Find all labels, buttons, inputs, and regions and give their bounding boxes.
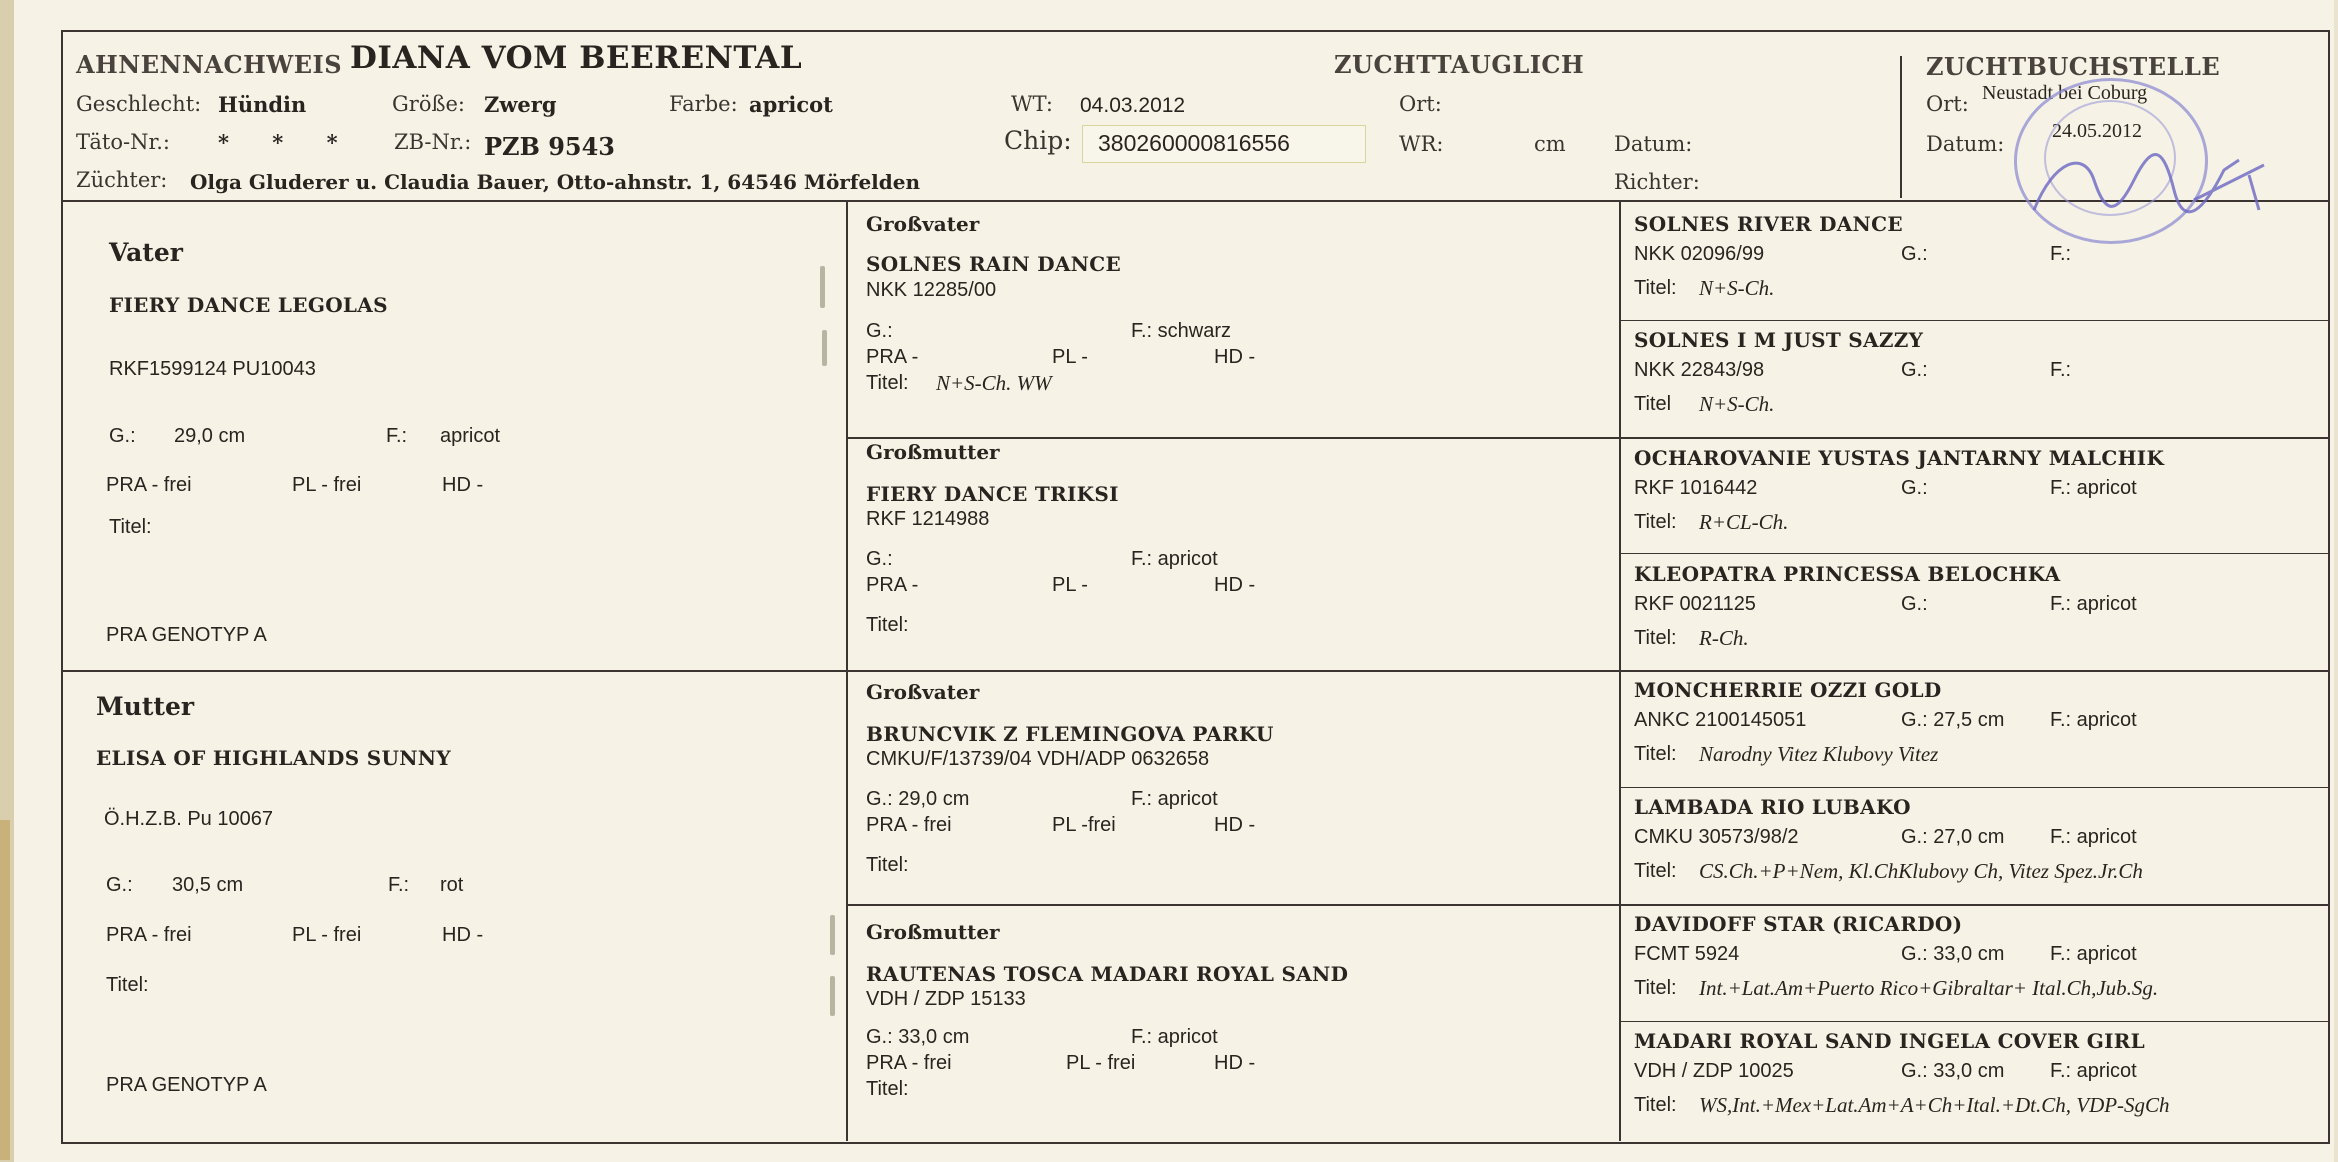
mutter-hd: HD -	[442, 924, 484, 946]
gp-name: SOLNES RAIN DANCE	[866, 252, 1122, 276]
dog-name: DIANA VOM BEERENTAL	[350, 40, 803, 76]
vater-g-value: 29,0 cm	[174, 425, 246, 447]
zuechter-label: Züchter:	[76, 168, 168, 192]
vater-reg: RKF1599124 PU10043	[109, 358, 316, 380]
ggp-titel: CS.Ch.+P+Nem, Kl.ChKlubovy Ch, Vitez Spez.Jr.Ch	[1699, 859, 2143, 883]
ggp-g: G.:	[1901, 359, 1928, 381]
header-rule	[61, 200, 2328, 202]
fold-mark	[830, 976, 835, 1016]
ggp-titel: Narodny Vitez Klubovy Vitez	[1699, 742, 1939, 766]
ggp-divider-3	[1619, 553, 2328, 554]
ggp-name: OCHAROVANIE YUSTAS JANTARNY MALCHIK	[1634, 446, 2165, 470]
fold-mark	[822, 330, 827, 366]
gp-hd: HD -	[1214, 1052, 1256, 1074]
vater-pl: PL - frei	[292, 474, 362, 496]
ggp-divider-5	[1619, 787, 2328, 788]
gp-reg: CMKU/F/13739/04 VDH/ADP 0632658	[866, 748, 1210, 770]
ggp-divider-6	[1619, 904, 2328, 906]
ggp-titel-label: Titel:	[1634, 511, 1677, 533]
ggp-g: G.: 33,0 cm	[1901, 1060, 2005, 1082]
ggp-divider-7	[1619, 1021, 2328, 1022]
ggp-g: G.: 27,0 cm	[1901, 826, 2005, 848]
ggp-titel: Int.+Lat.Am+Puerto Rico+Gibraltar+ Ital.Ch,Jub.Sg.	[1699, 976, 2159, 1000]
chip-value: 380260000816556	[1098, 130, 1290, 156]
gp-g: G.: 29,0 cm	[866, 788, 970, 810]
vater-label: Vater	[109, 238, 183, 267]
vater-titel: Titel:	[109, 516, 152, 538]
ggp-f: F.: apricot	[2050, 593, 2137, 615]
ggp-titel-label: Titel:	[1634, 860, 1677, 882]
zbst-ort-label: Ort:	[1926, 92, 1969, 116]
ggp-name: KLEOPATRA PRINCESSA BELOCHKA	[1634, 562, 2061, 586]
gp-f: F.: apricot	[1131, 1026, 1218, 1048]
ggp-f: F.: apricot	[2050, 477, 2137, 499]
parents-divider	[61, 670, 848, 672]
gp-pra: PRA -	[866, 574, 919, 596]
zb-label: ZB-Nr.:	[394, 130, 472, 154]
vater-name: FIERY DANCE LEGOLAS	[109, 293, 388, 317]
gp-name: BRUNCVIK Z FLEMINGOVA PARKU	[866, 722, 1274, 746]
gp-role: Großmutter	[866, 920, 1000, 944]
gp-hd: HD -	[1214, 814, 1256, 836]
ggp-titel-label: Titel:	[1634, 277, 1677, 299]
zuchttauglich-label: ZUCHTTAUGLICH	[1334, 50, 1585, 79]
ggp-name: MONCHERRIE OZZI GOLD	[1634, 678, 1942, 702]
signature	[2024, 140, 2294, 230]
gp-hd: HD -	[1214, 574, 1256, 596]
gp-pra: PRA -	[866, 346, 919, 368]
gp-f: F.: apricot	[1131, 548, 1218, 570]
gp-role: Großvater	[866, 212, 980, 236]
mutter-f-value: rot	[440, 874, 464, 896]
gp-divider-2	[846, 670, 1621, 672]
gp-pl: PL - frei	[1066, 1052, 1136, 1074]
mutter-g-label: G.:	[106, 874, 133, 896]
gp-pra: PRA - frei	[866, 1052, 952, 1074]
ggp-g: G.: 33,0 cm	[1901, 943, 2005, 965]
wt-label: WT:	[1011, 92, 1053, 116]
geschlecht-value: Hündin	[218, 92, 307, 117]
gp-titel: N+S-Ch. WW	[936, 371, 1052, 395]
ort-label: Ort:	[1399, 92, 1442, 116]
vater-f-value: apricot	[440, 425, 501, 447]
gp-divider-3	[846, 904, 1621, 906]
cm-label: cm	[1534, 132, 1566, 156]
ggp-titel-label: Titel:	[1634, 627, 1677, 649]
ggp-name: SOLNES RIVER DANCE	[1634, 212, 1903, 236]
gp-titel-label: Titel:	[866, 854, 909, 876]
zuchtbuchstelle-label: ZUCHTBUCHSTELLE	[1926, 52, 2221, 81]
gp-reg: VDH / ZDP 15133	[866, 988, 1026, 1010]
richter-label: Richter:	[1614, 170, 1700, 194]
datum-label: Datum:	[1614, 132, 1693, 156]
mutter-name: ELISA OF HIGHLANDS SUNNY	[96, 746, 451, 770]
ggp-name: DAVIDOFF STAR (RICARDO)	[1634, 912, 1963, 936]
gp-titel-label: Titel:	[866, 1078, 909, 1100]
zuechter-value: Olga Gluderer u. Claudia Bauer, Otto-ahnstr. 1, 64546 Mörfelden	[190, 170, 921, 194]
ggp-reg: CMKU 30573/98/2	[1634, 826, 1799, 848]
ggp-reg: RKF 0021125	[1634, 593, 1756, 615]
gp-titel-label: Titel:	[866, 614, 909, 636]
zbst-ort-value: Neustadt bei Coburg	[1982, 82, 2148, 104]
zbst-datum-label: Datum:	[1926, 132, 2005, 156]
gp-pl: PL -	[1052, 346, 1088, 368]
wr-label: WR:	[1399, 132, 1444, 156]
fold-mark	[830, 915, 835, 955]
ggp-divider-1	[1619, 320, 2328, 321]
mutter-reg: Ö.H.Z.B. Pu 10067	[104, 808, 273, 830]
mutter-g-value: 30,5 cm	[172, 874, 244, 896]
mutter-pra: PRA - frei	[106, 924, 192, 946]
ggp-reg: NKK 02096/99	[1634, 243, 1765, 265]
header-divider	[1900, 56, 1902, 198]
ggp-titel-label: Titel:	[1634, 977, 1677, 999]
groesse-label: Größe:	[392, 92, 465, 116]
doc-label: AHNENNACHWEIS	[76, 50, 343, 79]
vater-hd: HD -	[442, 474, 484, 496]
zbst-datum-value: 24.05.2012	[2052, 120, 2142, 142]
gp-name: RAUTENAS TOSCA MADARI ROYAL SAND	[866, 962, 1349, 986]
ggp-g: G.: 27,5 cm	[1901, 709, 2005, 731]
ggp-titel: N+S-Ch.	[1699, 392, 1775, 416]
mutter-note: PRA GENOTYP A	[106, 1074, 267, 1096]
gp-g: G.:	[866, 320, 893, 342]
ggp-g: G.:	[1901, 477, 1928, 499]
gp-titel-label: Titel:	[866, 372, 909, 394]
ggp-reg: VDH / ZDP 10025	[1634, 1060, 1794, 1082]
ggp-f: F.: apricot	[2050, 709, 2137, 731]
vater-pra: PRA - frei	[106, 474, 192, 496]
ggp-name: MADARI ROYAL SAND INGELA COVER GIRL	[1634, 1029, 2146, 1053]
farbe-label: Farbe:	[669, 92, 738, 116]
mutter-titel: Titel:	[106, 974, 149, 996]
pedigree-document	[14, 0, 2334, 1162]
ggp-g: G.:	[1901, 593, 1928, 615]
groesse-value: Zwerg	[484, 92, 557, 117]
ggp-titel-label: Titel:	[1634, 743, 1677, 765]
ggp-reg: FCMT 5924	[1634, 943, 1740, 965]
ggp-f: F.: apricot	[2050, 826, 2137, 848]
ggp-f: F.: apricot	[2050, 1060, 2137, 1082]
ggp-f: F.:	[2050, 359, 2072, 381]
ggp-divider-4	[1619, 670, 2328, 672]
mutter-f-label: F.:	[388, 874, 410, 896]
ggp-titel: R-Ch.	[1699, 626, 1749, 650]
chip-label: Chip:	[1004, 126, 1072, 155]
ggp-titel: N+S-Ch.	[1699, 276, 1775, 300]
gp-pl: PL -	[1052, 574, 1088, 596]
ggp-titel-label: Titel:	[1634, 1094, 1677, 1116]
gp-reg: NKK 12285/00	[866, 279, 997, 301]
mutter-label: Mutter	[96, 692, 195, 721]
vater-g-label: G.:	[109, 425, 136, 447]
taeto-value: * * *	[218, 130, 356, 155]
gp-pl: PL -frei	[1052, 814, 1116, 836]
ggp-f: F.:	[2050, 243, 2072, 265]
ggp-reg: RKF 1016442	[1634, 477, 1758, 499]
gp-name: FIERY DANCE TRIKSI	[866, 482, 1119, 506]
ggp-reg: NKK 22843/98	[1634, 359, 1765, 381]
gp-g: G.: 33,0 cm	[866, 1026, 970, 1048]
vater-note: PRA GENOTYP A	[106, 624, 267, 646]
ggp-reg: ANKC 2100145051	[1634, 709, 1807, 731]
ggp-divider-2	[1619, 437, 2328, 439]
zb-value: PZB 9543	[484, 132, 616, 161]
gp-reg: RKF 1214988	[866, 508, 990, 530]
gp-pra: PRA - frei	[866, 814, 952, 836]
taeto-label: Täto-Nr.:	[76, 130, 170, 154]
ggp-name: LAMBADA RIO LUBAKO	[1634, 795, 1911, 819]
ggp-titel-label: Titel	[1634, 393, 1672, 415]
fold-mark	[820, 266, 825, 308]
farbe-value: apricot	[749, 92, 833, 117]
gp-role: Großmutter	[866, 440, 1000, 464]
vater-f-label: F.:	[386, 425, 408, 447]
ggp-f: F.: apricot	[2050, 943, 2137, 965]
gp-divider-1	[846, 437, 1621, 439]
ggp-titel: R+CL-Ch.	[1699, 510, 1789, 534]
gp-f: F.: schwarz	[1131, 320, 1232, 342]
paper-edge-shadow	[0, 820, 10, 1160]
ggp-name: SOLNES I M JUST SAZZY	[1634, 328, 1924, 352]
geschlecht-label: Geschlecht:	[76, 92, 202, 116]
gp-g: G.:	[866, 548, 893, 570]
gp-hd: HD -	[1214, 346, 1256, 368]
wt-value: 04.03.2012	[1080, 94, 1186, 117]
gp-f: F.: apricot	[1131, 788, 1218, 810]
mutter-pl: PL - frei	[292, 924, 362, 946]
ggp-g: G.:	[1901, 243, 1928, 265]
gp-role: Großvater	[866, 680, 980, 704]
ggp-titel: WS,Int.+Mex+Lat.Am+A+Ch+Ital.+Dt.Ch, VDP-SgCh	[1699, 1093, 2170, 1117]
